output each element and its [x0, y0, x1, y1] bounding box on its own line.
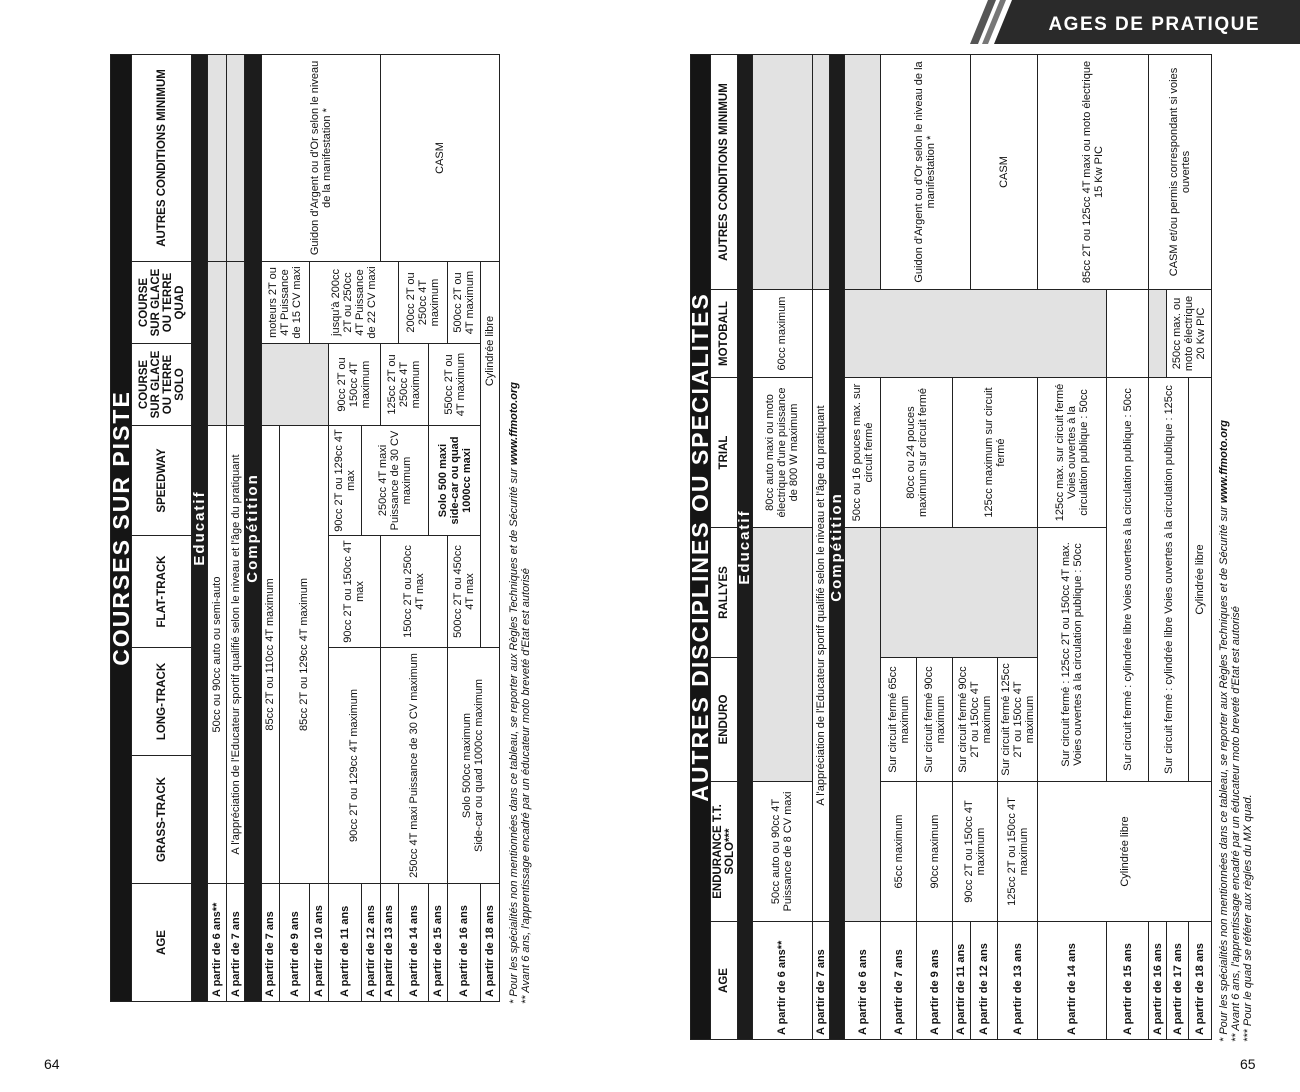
table-cell: 80cc auto maxi ou moto électrique d'une puissance de 800 W maximum [752, 378, 812, 528]
table-cell: 90cc 2T ou 150cc 4T max [328, 536, 380, 648]
table-cell: Guidon d'Argent ou d'Or selon le niveau de la manifestation * [261, 54, 380, 261]
table-cell: 125cc 2T ou 150cc 4T maximum [998, 782, 1038, 922]
age-cell: A partir de 7 ans [812, 922, 829, 1040]
footnote-url[interactable]: www.ffmoto.org [1218, 419, 1230, 504]
table-cell: 90cc 2T ou 150cc 4T maximum [953, 782, 998, 922]
col-header: AGE [710, 922, 737, 1040]
age-cell: A partir de 18 ans [481, 884, 500, 1002]
table-cell: A l'appréciation de l'Educateur sportif qualifié selon le niveau et l'âge du pratiquant [226, 426, 245, 884]
age-cell: A partir de 17 ans [1166, 922, 1189, 1040]
age-cell: A partir de 14 ans [1038, 922, 1106, 1040]
section-competition: Compétition [245, 54, 261, 1001]
footnote-3: *** Pour le quad se référer aux règles du MX quad. [1242, 794, 1254, 1042]
table-cell: Sur circuit fermé 65cc maximum [881, 658, 917, 782]
table-cell: Sur circuit fermé 90cc 2T ou 150cc 4T maximum [953, 658, 998, 782]
age-cell: A partir de 18 ans [1189, 922, 1212, 1040]
age-cell: A partir de 7 ans [261, 884, 280, 1002]
table-title: AUTRES DISCIPLINES OU SPECIALITES [691, 55, 711, 1040]
empty-cell [208, 54, 227, 261]
table-cell: 500cc 2T ou 4T maximum [447, 262, 481, 344]
age-cell: A partir de 13 ans [380, 884, 399, 1002]
col-header: COURSE SUR GLACE OU TERRE QUAD [132, 262, 192, 344]
table-cell: 65cc maximum [881, 782, 917, 922]
sidecar-label: side-car ou quad 1000cc maxi [448, 436, 473, 525]
col-header: AGE [132, 884, 192, 1002]
empty-cell [261, 344, 328, 426]
footnote-left [508, 382, 532, 1004]
section-competition: Compétition [830, 55, 845, 1040]
empty-cell [752, 528, 812, 782]
table-cell [447, 648, 499, 884]
table-cell: Guidon d'Argent ou d'Or selon le niveau de la manifestation * [881, 55, 970, 290]
col-header: ENDURANCE T.T. SOLO*** [710, 782, 737, 922]
age-cell: A partir de 16 ans [1149, 922, 1166, 1040]
age-cell: A partir de 15 ans [429, 884, 448, 1002]
table-title: COURSES SUR PISTE [111, 54, 132, 1001]
table-cell: 50cc ou 90cc auto ou semi-auto [208, 426, 227, 884]
table-cell: 90cc 2T ou 150cc 4T maximum [328, 344, 380, 426]
empty-cell [845, 55, 881, 290]
age-cell: A partir de 11 ans [953, 922, 970, 1040]
table-cell: CASM et/ou permis correspondant si voies ouvertes [1149, 55, 1212, 290]
table-cell: CASM [380, 54, 499, 261]
table-cell: Sur circuit fermé : cylindrée libre Voies ouvertes à la circulation publique : 125cc [1149, 378, 1189, 782]
table-cell: Sur circuit fermé 125cc 2T ou 150cc 4T maximum [998, 658, 1038, 782]
age-cell: A partir de 7 ans [881, 922, 917, 1040]
table-cell: 550cc 2T ou 4T maximum [429, 344, 481, 426]
table-cell: Sur circuit fermé 90cc maximum [917, 658, 953, 782]
solo-label: Solo 500 maxi [436, 443, 449, 518]
table-cell [429, 426, 481, 536]
col-header: MOTOBALL [710, 290, 737, 378]
table-cell: 250cc 4T maxi Puissance de 30 CV maximum [362, 426, 429, 536]
age-cell: A partir de 10 ans [309, 884, 328, 1002]
age-cell: A partir de 16 ans [447, 884, 481, 1002]
section-educatif: Educatif [737, 55, 752, 1040]
col-header: LONG-TRACK [132, 648, 192, 756]
empty-cell [845, 290, 1106, 378]
col-header: SPEEDWAY [132, 426, 192, 536]
courses-sur-piste-table [110, 55, 500, 1002]
table-cell: 125cc max. sur circuit fermé Voies ouvertes à la circulation publique : 50cc [1038, 378, 1106, 528]
age-cell: A partir de 15 ans [1106, 922, 1149, 1040]
empty-cell [845, 528, 881, 922]
col-header: RALLYES [710, 528, 737, 658]
col-header: ENDURO [710, 658, 737, 782]
table-cell: 250cc max. ou moto électrique 20 Kw PIC [1166, 290, 1211, 378]
age-cell: A partir de 7 ans [226, 884, 245, 1002]
col-header: GRASS-TRACK [132, 756, 192, 884]
solo-text: Solo 500cc maximum [461, 712, 474, 819]
section-educatif: Educatif [192, 54, 208, 1001]
table-cell: 60cc maximum [752, 290, 812, 378]
table-cell: 80cc ou 24 pouces maximum sur circuit fermé [881, 378, 953, 528]
col-header: AUTRES CONDITIONS MINIMUM [710, 55, 737, 290]
table-cell: 125cc maximum sur circuit fermé [953, 378, 1038, 528]
table-cell: Cylindrée libre [1038, 782, 1212, 922]
age-cell: A partir de 9 ans [280, 884, 310, 1002]
age-cell: A partir de 14 ans [399, 884, 429, 1002]
age-cell: A partir de 12 ans [362, 884, 381, 1002]
table-cell: 500cc 2T ou 450cc 4T max [447, 536, 481, 648]
footnote-url[interactable]: www.ffmoto.org [508, 381, 520, 466]
age-cell: A partir de 6 ans** [752, 922, 812, 1040]
empty-cell [226, 54, 245, 261]
empty-cell [881, 528, 1038, 658]
age-cell: A partir de 9 ans [917, 922, 953, 1040]
empty-cell [208, 262, 227, 426]
table-cell: 200cc 2T ou 250cc 4T maximum [399, 262, 447, 344]
table-cell: CASM [970, 55, 1038, 290]
empty-cell [1149, 290, 1166, 378]
footnote-1: * Pour les spécialités non mentionnées dans ce tableau, se reporter aux Règles Techniques et de Sécurité sur [1218, 503, 1230, 1042]
page-number-right: 65 [1240, 1056, 1256, 1072]
age-cell: A partir de 6 ans** [208, 884, 227, 1002]
age-cell: A partir de 12 ans [970, 922, 998, 1040]
table-cell: 50cc ou 16 pouces max. sur circuit fermé [845, 378, 881, 528]
table-cell: 85cc 2T ou 110cc 4T maximum [261, 426, 280, 884]
table-cell: A l'appréciation de l'Educateur sportif qualifié selon le niveau et l'âge du pratiquant [812, 290, 829, 922]
age-cell: A partir de 6 ans [845, 922, 881, 1040]
empty-cell [812, 55, 829, 290]
table-cell: 85cc 2T ou 125cc 4T maxi ou moto électrique 15 Kw PIC [1038, 55, 1149, 290]
table-cell: Sur circuit fermé : 125cc 2T ou 150cc 4T max. Voies ouvertes à la circulation publique : 50cc [1038, 528, 1106, 782]
col-header: COURSE SUR GLACE OU TERRE SOLO [132, 344, 192, 426]
autres-disciplines-table [687, 55, 1212, 1040]
footnote-2: ** Avant 6 ans, l'apprentissage encadré par un éducateur moto breveté d'Etat est autorisé [520, 568, 532, 1004]
footnote-1: * Pour les spécialités non mentionnées dans ce tableau, se reporter aux Règles Techniques et de Sécurité sur [508, 465, 520, 1004]
table-cell: 90cc maximum [917, 782, 953, 922]
col-header: FLAT-TRACK [132, 536, 192, 648]
table-cell: 90cc 2T ou 129cc 4T max [328, 426, 362, 536]
empty-cell [226, 262, 245, 426]
age-cell: A partir de 13 ans [998, 922, 1038, 1040]
banner-title: AGES DE PRATIQUE [1048, 14, 1260, 35]
age-cell: A partir de 11 ans [328, 884, 362, 1002]
table-cell: jusqu'à 200cc 2T ou 250cc 4T Puissance de 22 CV maxi [309, 262, 398, 344]
table-cell: 250cc 4T maxi Puissance de 30 CV maximum [380, 648, 447, 884]
footnote-2: ** Avant 6 ans, l'apprentissage encadré par un éducateur moto breveté d'Etat est autorisé [1230, 606, 1242, 1042]
table-cell: Cylindrée libre [1189, 378, 1212, 782]
table-cell: moteurs 2T ou 4T Puissance de 15 CV maxi [261, 262, 309, 344]
table-cell: 150cc 2T ou 250cc 4T max [380, 536, 447, 648]
table-cell: 85cc 2T ou 129cc 4T maximum [280, 426, 328, 884]
col-header: TRIAL [710, 378, 737, 528]
table-cell: 50cc auto ou 90cc 4T Puissance de 8 CV maxi [752, 782, 812, 922]
sidecar-text: Side-car ou quad 1000cc maximum [473, 678, 486, 853]
table-cell: 125cc 2T ou 250cc 4T maximum [380, 344, 428, 426]
table-cell: 90cc 2T ou 129cc 4T maximum [328, 648, 380, 884]
table-cell: Cylindrée libre [481, 54, 500, 647]
table-cell: Sur circuit fermé : cylindrée libre Voies ouvertes à la circulation publique : 50cc [1106, 378, 1149, 782]
empty-cell [752, 55, 812, 290]
footnote-right [1218, 420, 1254, 1042]
page-number-left: 64 [44, 1056, 60, 1072]
col-header: AUTRES CONDITIONS MINIMUM [132, 54, 192, 261]
